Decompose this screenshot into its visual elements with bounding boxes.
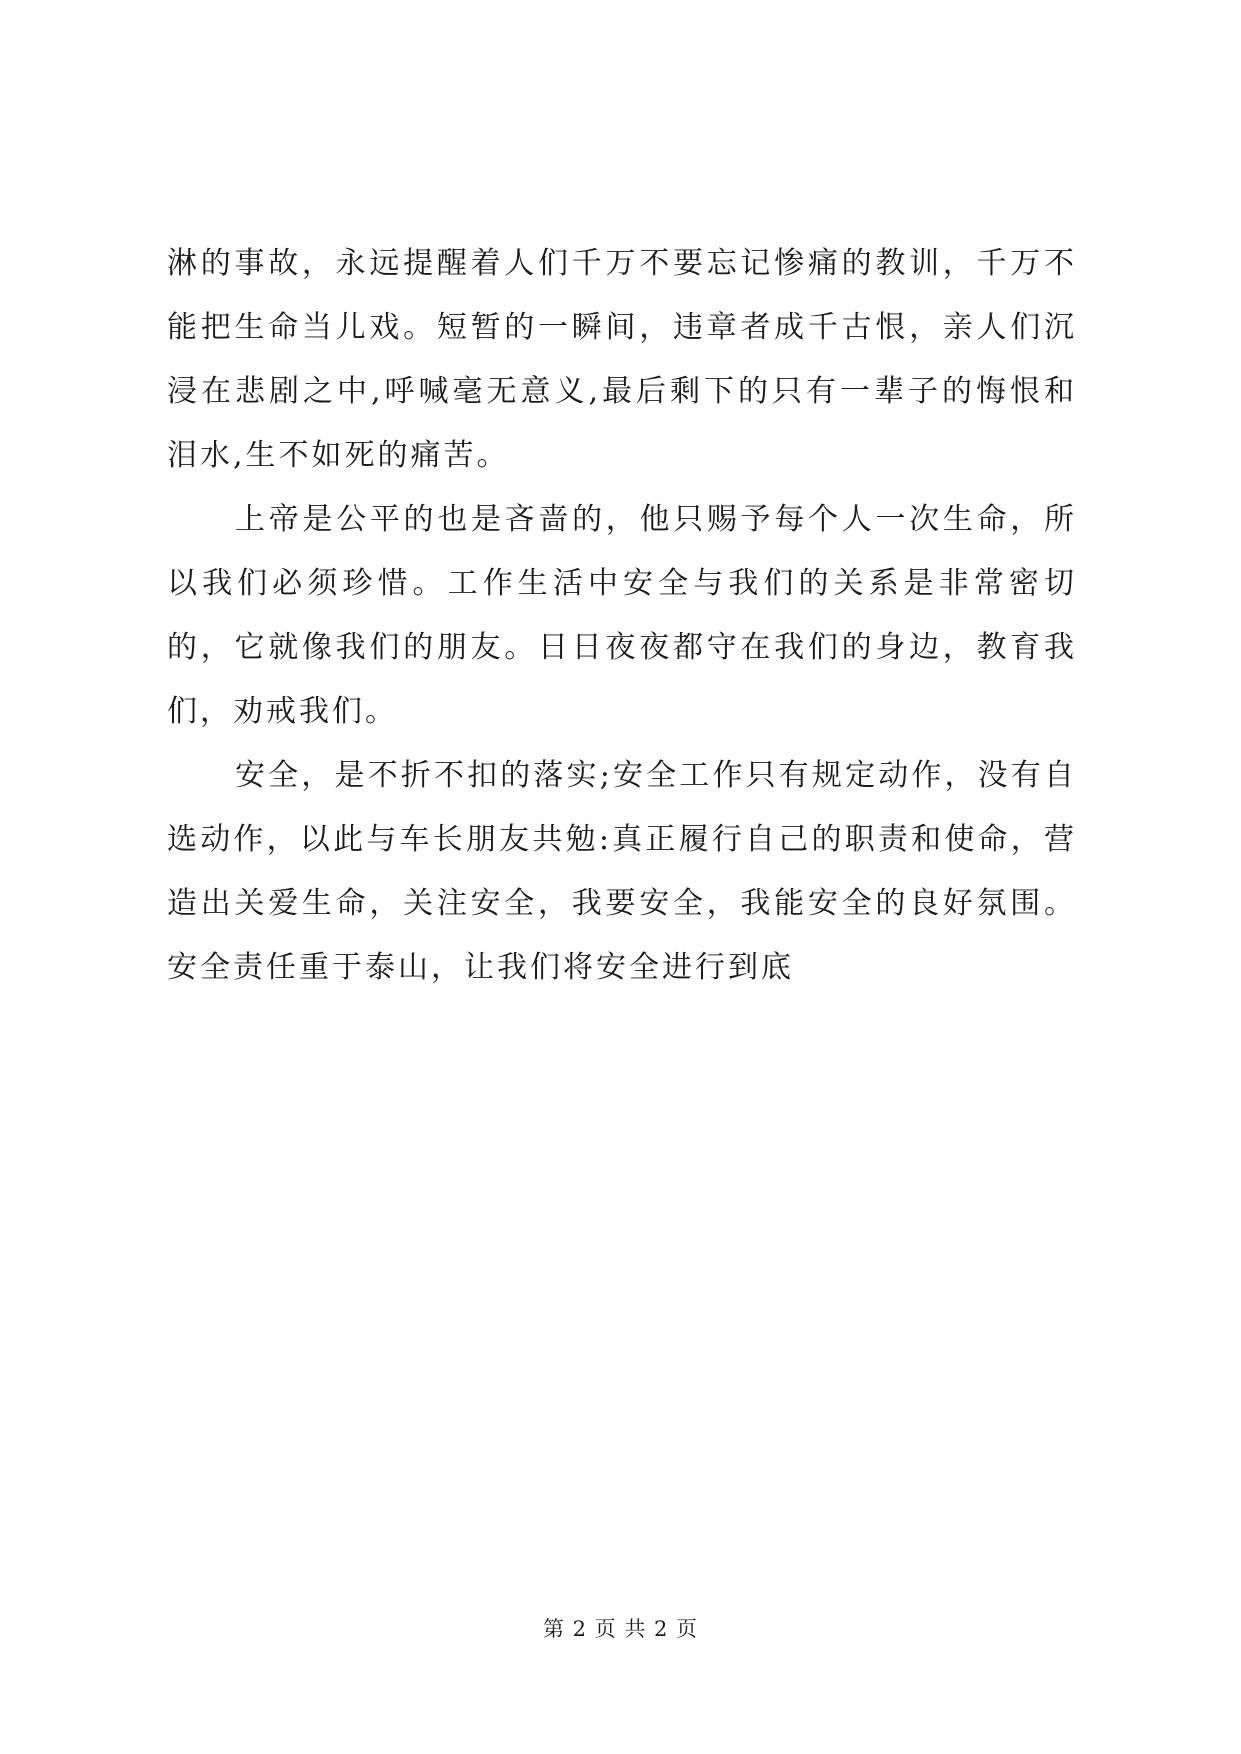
paragraph-1: 淋的事故，永远提醒着人们千万不要忘记惨痛的教训，千万不能把生命当儿戏。短暂的一瞬间，违章者成千古恨，亲人们沉浸在悲剧之中,呼喊毫无意义,最后剩下的只有一辈子的悔恨和泪水,生不如死的痛苦。 bbox=[167, 246, 1077, 473]
paragraph-3: 安全，是不折不扣的落实;安全工作只有规定动作，没有自选动作，以此与车长朋友共勉:真正履行自己的职责和使命，营造出关爱生命，关注安全，我要安全，我能安全的良好氛围。安全责任重于泰山，让我们将安全进行到底 bbox=[167, 758, 1077, 985]
paragraph-2: 上帝是公平的也是吝啬的，他只赐予每个人一次生命，所以我们必须珍惜。工作生活中安全与我们的关系是非常密切的，它就像我们的朋友。日日夜夜都守在我们的身边，教育我们，劝戒我们。 bbox=[167, 502, 1077, 729]
page-footer: 第 2 页 共 2 页 bbox=[542, 1617, 699, 1641]
document-body bbox=[167, 232, 1077, 1000]
